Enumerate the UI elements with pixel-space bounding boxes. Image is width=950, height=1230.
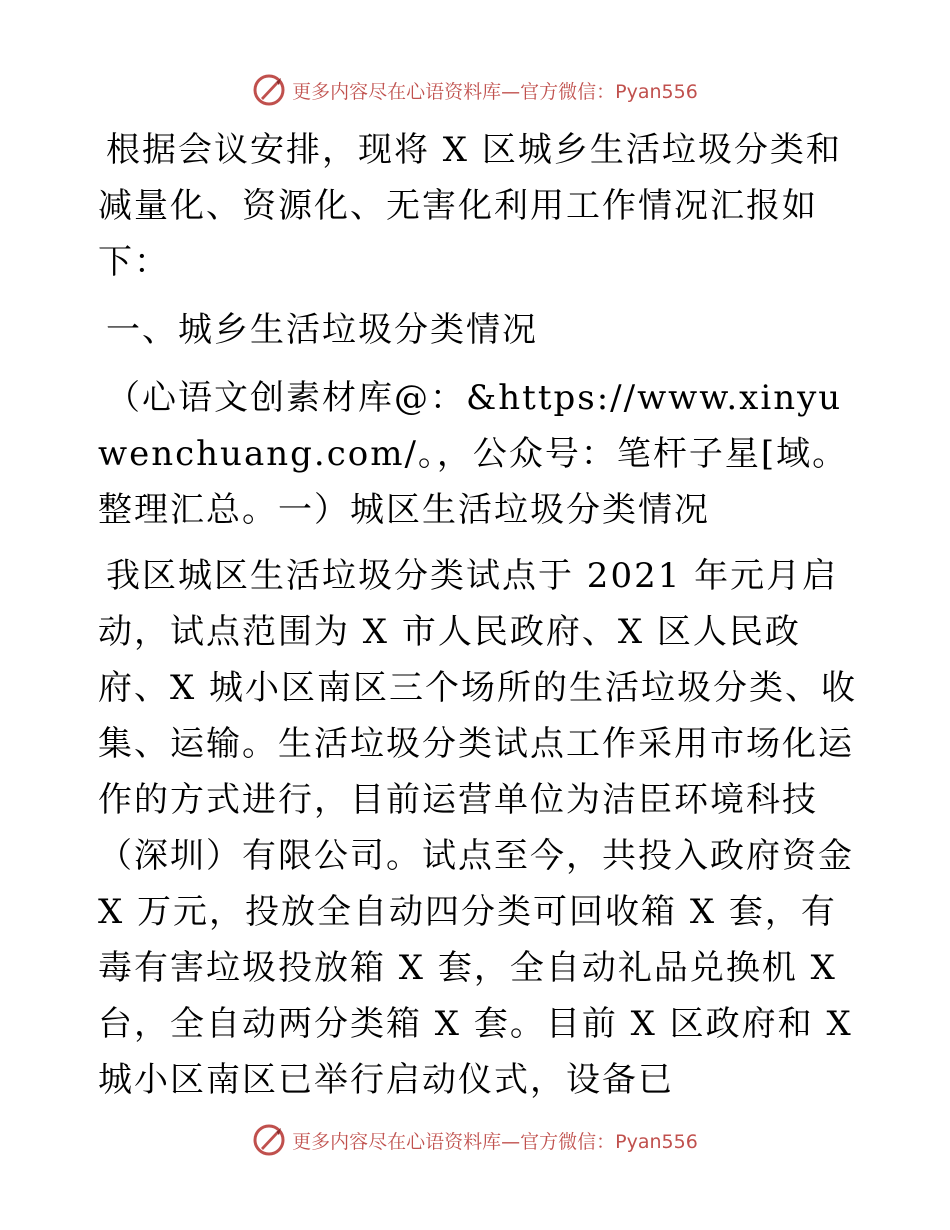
document-body bbox=[98, 122, 858, 1108]
quill-pen-logo-icon bbox=[252, 73, 286, 107]
source-note-paragraph: （心语文创素材库@：&https://www.xinyuwenchuang.com/。，公众号：笔杆子星[域。整理汇总。一）城区生活垃圾分类情况 bbox=[98, 378, 849, 530]
banner-contact-text: —官方微信：Pyan556 bbox=[501, 1130, 698, 1153]
intro-paragraph: 根据会议安排，现将 X 区城乡生活垃圾分类和减量化、资源化、无害化利用工作情况汇报如下： bbox=[98, 130, 842, 282]
banner-brand-text: 更多内容尽在心语资料库 bbox=[292, 80, 502, 103]
quill-pen-logo-icon bbox=[252, 1123, 286, 1157]
header-banner bbox=[0, 70, 950, 110]
section-heading: 一、城乡生活垃圾分类情况 bbox=[106, 310, 538, 350]
banner-contact-text: —官方微信：Pyan556 bbox=[501, 80, 698, 103]
banner-brand-text: 更多内容尽在心语资料库 bbox=[292, 1130, 502, 1153]
footer-banner bbox=[0, 1120, 950, 1160]
body-paragraph: 我区城区生活垃圾分类试点于 2021 年元月启动，试点范围为 X 市人民政府、X 区人民政府、X 城小区南区三个场所的生活垃圾分类、收集、运输。生活垃圾分类试点工作采用市场化运作的方式进行，目前运营单位为洁臣环境科技（深圳）有限公司。试点至今，共投入政府资金 X 万元，投放全自动四分类可回收箱 X 套，有毒有害垃圾投放箱 X 套，全自动礼品兑换机 X 台，全自动两分类箱 X 套。目前 X 区政府和 X 城小区南区已举行启动仪式，设备已 bbox=[98, 556, 858, 1100]
